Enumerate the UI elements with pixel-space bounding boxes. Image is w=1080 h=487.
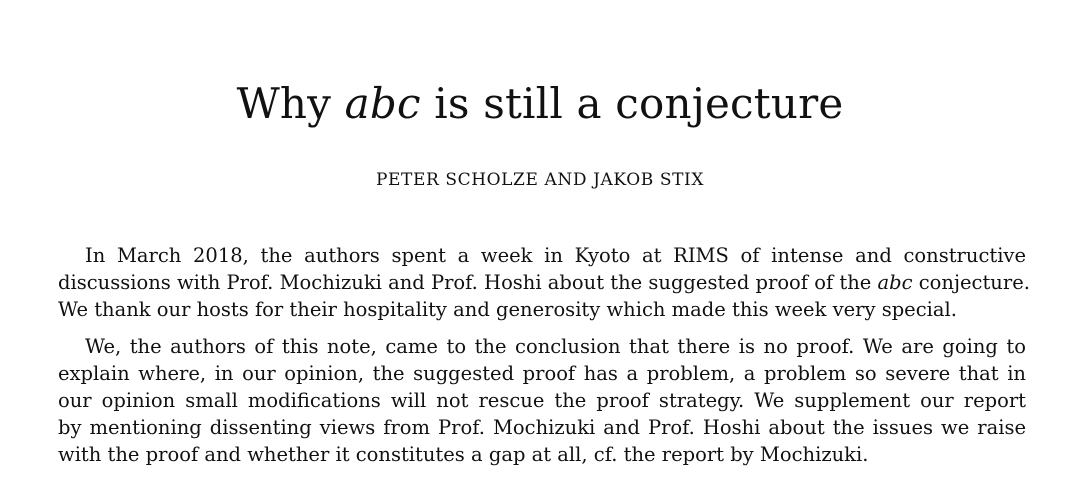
paragraph-2-line-5: with the proof and whether it constitutes a gap at all, cf. the report by Mochizuki. [58,443,869,466]
paragraph-1-line-2-end: conjecture. [912,271,1030,294]
author-line: PETER SCHOLZE AND JAKOB STIX [375,170,705,190]
paragraph-2-line-1: We, the authors of this note, came to the conclusion that there is no proof. We are going to [85,335,1026,358]
paragraph-1-italic-abc: abc [877,271,913,294]
paper-title [0,78,1080,130]
title-suffix: is still a conjecture [420,79,844,128]
paragraph-1-line-2-start: discussions with Prof. Mochizuki and Prof. Hoshi about the suggested proof of the [58,271,878,294]
paragraph-1-line-2 [58,269,1030,296]
paragraph-intro [58,242,1030,323]
paragraph-2-line-3: our opinion small modifications will not rescue the proof strategy. We supplement our report [58,389,1026,412]
paragraph-2-line-2: explain where, in our opinion, the suggested proof has a problem, a problem so severe that in [58,362,1026,385]
paragraph-conclusion [58,333,1026,468]
paragraph-1-line-3: We thank our hosts for their hospitality and generosity which made this week very special. [58,298,957,321]
paragraph-1-line-1: In March 2018, the authors spent a week in Kyoto at RIMS of intense and constructive [85,244,1026,267]
title-italic-abc: abc [344,79,421,128]
paragraph-2-line-4: by mentioning dissenting views from Prof. Mochizuki and Prof. Hoshi about the issues we raise [58,416,1026,439]
title-prefix: Why [236,79,345,128]
